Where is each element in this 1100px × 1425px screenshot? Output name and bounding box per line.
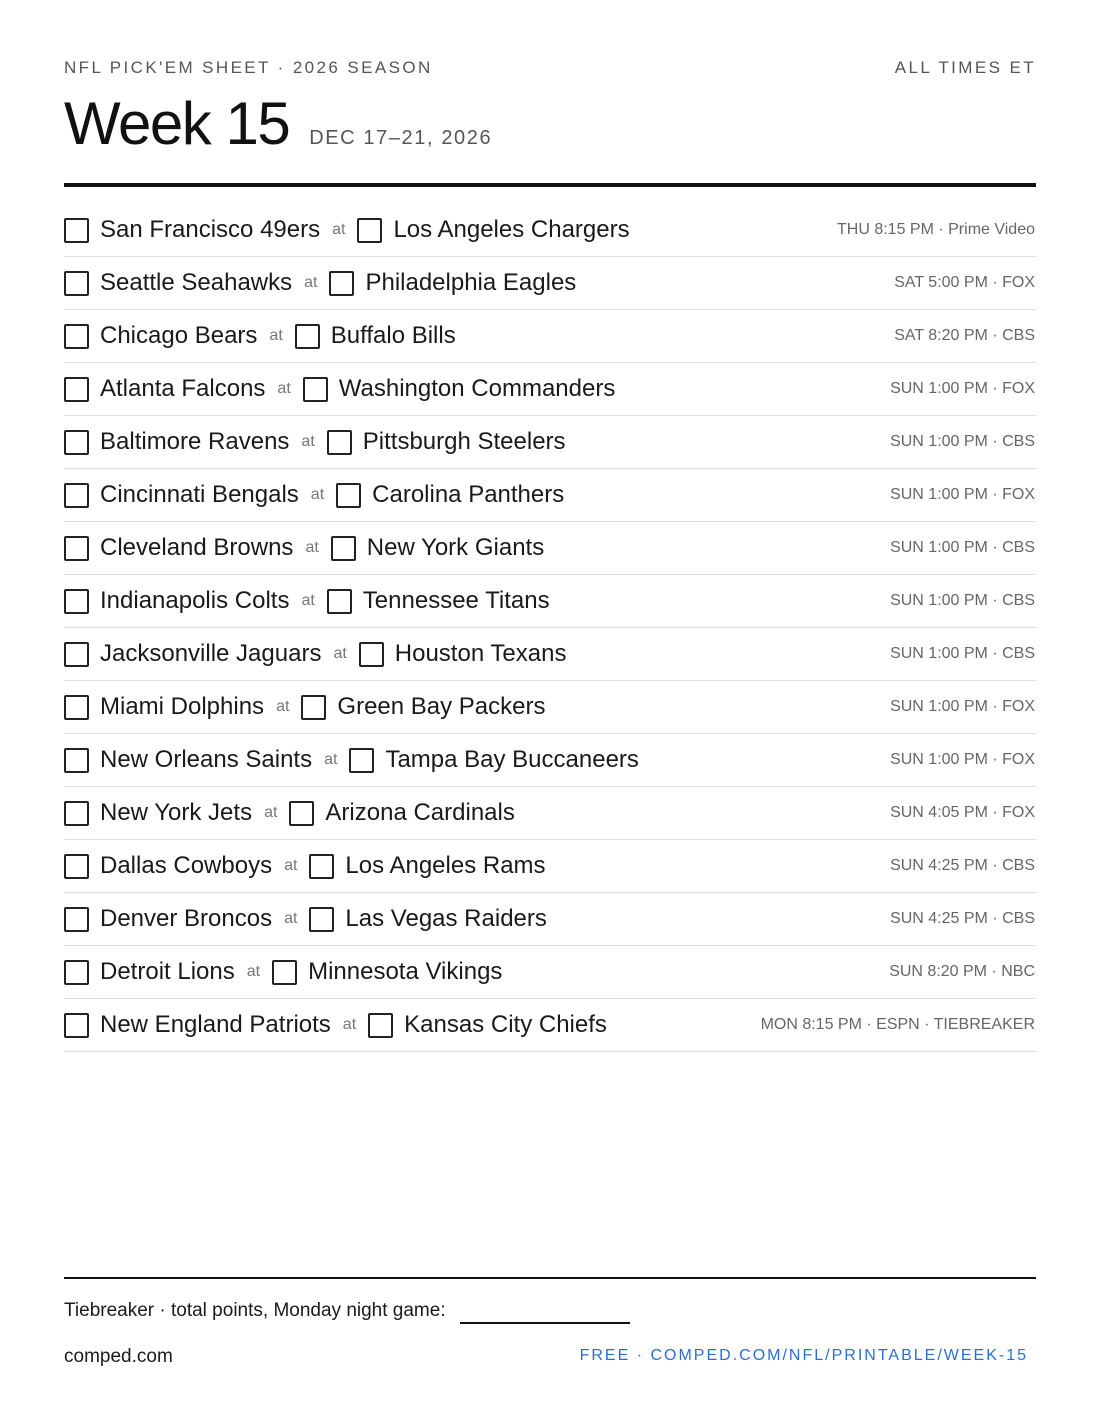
sheet-kicker: NFL PICK'EM SHEET · 2026 SEASON xyxy=(64,58,433,77)
home-team: Arizona Cardinals xyxy=(325,799,515,826)
away-pick-checkbox[interactable] xyxy=(64,695,89,720)
away-pick-checkbox[interactable] xyxy=(64,854,89,879)
game-row xyxy=(64,628,1036,681)
game-row xyxy=(64,310,1036,363)
date-range: DEC 17–21, 2026 xyxy=(309,127,493,149)
away-team: Cleveland Browns xyxy=(100,534,294,561)
home-team: Pittsburgh Steelers xyxy=(362,428,566,455)
timezone-note: ALL TIMES ET xyxy=(894,58,1036,77)
at-label: at xyxy=(284,857,298,874)
away-team: Indianapolis Colts xyxy=(100,587,290,614)
home-team: Kansas City Chiefs xyxy=(404,1011,607,1038)
away-team: Cincinnati Bengals xyxy=(100,481,299,508)
home-team: Los Angeles Rams xyxy=(345,852,546,879)
tiebreaker-row xyxy=(64,1300,630,1322)
page-title: Week 15 xyxy=(64,90,290,157)
away-pick-checkbox[interactable] xyxy=(64,748,89,773)
kickoff-info: MON 8:15 PM · ESPN · TIEBREAKER xyxy=(760,1016,1035,1033)
kickoff-info: SUN 1:00 PM · FOX xyxy=(890,751,1035,768)
home-team: Tampa Bay Buccaneers xyxy=(385,746,639,773)
kickoff-info: SUN 1:00 PM · FOX xyxy=(890,698,1035,715)
kickoff-info: SUN 8:20 PM · NBC xyxy=(889,963,1035,980)
home-team: Carolina Panthers xyxy=(372,481,565,508)
game-row xyxy=(64,204,1036,257)
away-pick-checkbox[interactable] xyxy=(64,907,89,932)
away-pick-checkbox[interactable] xyxy=(64,218,89,243)
at-label: at xyxy=(264,804,278,821)
home-pick-checkbox[interactable] xyxy=(309,907,334,932)
kickoff-info: SUN 4:05 PM · FOX xyxy=(890,804,1035,821)
away-pick-checkbox[interactable] xyxy=(64,536,89,561)
game-row xyxy=(64,999,1036,1052)
header-divider xyxy=(64,183,1036,187)
site-name: comped.com xyxy=(64,1346,173,1367)
home-pick-checkbox[interactable] xyxy=(272,960,297,985)
at-label: at xyxy=(310,486,325,503)
away-team: Denver Broncos xyxy=(100,905,273,932)
away-pick-checkbox[interactable] xyxy=(64,642,89,667)
kickoff-info: SUN 1:00 PM · FOX xyxy=(890,380,1035,397)
home-pick-checkbox[interactable] xyxy=(303,377,328,402)
at-label: at xyxy=(304,274,318,291)
away-team: Atlanta Falcons xyxy=(100,375,266,402)
game-row xyxy=(64,416,1036,469)
away-pick-checkbox[interactable] xyxy=(64,271,89,296)
home-pick-checkbox[interactable] xyxy=(336,483,361,508)
home-team: Tennessee Titans xyxy=(362,587,550,614)
away-pick-checkbox[interactable] xyxy=(64,483,89,508)
home-pick-checkbox[interactable] xyxy=(327,589,352,614)
kickoff-info: SUN 4:25 PM · CBS xyxy=(890,857,1035,874)
away-team: Baltimore Ravens xyxy=(100,428,290,455)
home-pick-checkbox[interactable] xyxy=(309,854,334,879)
at-label: at xyxy=(305,539,319,556)
away-pick-checkbox[interactable] xyxy=(64,589,89,614)
tiebreaker-input-line[interactable] xyxy=(460,1322,630,1324)
away-team: New England Patriots xyxy=(100,1011,331,1038)
home-pick-checkbox[interactable] xyxy=(331,536,356,561)
game-row xyxy=(64,257,1036,310)
game-row xyxy=(64,575,1036,628)
home-pick-checkbox[interactable] xyxy=(327,430,352,455)
home-pick-checkbox[interactable] xyxy=(359,642,384,667)
at-label: at xyxy=(277,380,291,397)
home-team: Green Bay Packers xyxy=(337,693,546,720)
at-label: at xyxy=(324,751,338,768)
kickoff-info: SUN 4:25 PM · CBS xyxy=(890,910,1035,927)
home-team: Minnesota Vikings xyxy=(308,958,503,985)
at-label: at xyxy=(269,327,283,344)
away-pick-checkbox[interactable] xyxy=(64,801,89,826)
home-pick-checkbox[interactable] xyxy=(301,695,326,720)
kickoff-info: SUN 1:00 PM · CBS xyxy=(890,592,1035,609)
away-pick-checkbox[interactable] xyxy=(64,377,89,402)
home-team: Los Angeles Chargers xyxy=(393,216,630,243)
tiebreaker-label: Tiebreaker · total points, Monday night game: xyxy=(64,1300,446,1321)
away-team: New Orleans Saints xyxy=(100,746,313,773)
home-team: Houston Texans xyxy=(394,640,567,667)
away-pick-checkbox[interactable] xyxy=(64,324,89,349)
footer-divider xyxy=(64,1277,1036,1279)
kickoff-info: SUN 1:00 PM · FOX xyxy=(890,486,1035,503)
games-list xyxy=(64,204,1036,1052)
home-team: Philadelphia Eagles xyxy=(365,269,577,296)
home-team: Buffalo Bills xyxy=(330,322,456,349)
home-team: Washington Commanders xyxy=(338,375,616,402)
game-row xyxy=(64,893,1036,946)
away-pick-checkbox[interactable] xyxy=(64,1013,89,1038)
at-label: at xyxy=(284,910,298,927)
game-row xyxy=(64,840,1036,893)
at-label: at xyxy=(332,221,346,238)
home-team: Las Vegas Raiders xyxy=(345,905,547,932)
title-row xyxy=(64,90,493,157)
game-row xyxy=(64,681,1036,734)
away-team: Chicago Bears xyxy=(100,322,258,349)
kickoff-info: SUN 1:00 PM · CBS xyxy=(890,433,1035,450)
game-row xyxy=(64,787,1036,840)
kickoff-info: SAT 5:00 PM · FOX xyxy=(894,274,1035,291)
at-label: at xyxy=(246,963,261,980)
away-team: Dallas Cowboys xyxy=(100,852,273,879)
away-team: New York Jets xyxy=(100,799,253,826)
kickoff-info: THU 8:15 PM · Prime Video xyxy=(837,221,1035,238)
away-team: Jacksonville Jaguars xyxy=(100,640,322,667)
game-row xyxy=(64,469,1036,522)
game-row xyxy=(64,522,1036,575)
at-label: at xyxy=(333,645,347,662)
at-label: at xyxy=(301,433,315,450)
away-pick-checkbox[interactable] xyxy=(64,430,89,455)
home-pick-checkbox[interactable] xyxy=(357,218,382,243)
away-team: Seattle Seahawks xyxy=(100,269,293,296)
away-team: Miami Dolphins xyxy=(100,693,265,720)
game-row xyxy=(64,363,1036,416)
at-label: at xyxy=(301,592,315,609)
printable-link[interactable]: FREE · COMPED.COM/NFL/PRINTABLE/WEEK-15 xyxy=(579,1347,1028,1364)
kickoff-info: SUN 1:00 PM · CBS xyxy=(890,645,1035,662)
kickoff-info: SAT 8:20 PM · CBS xyxy=(894,327,1035,344)
game-row xyxy=(64,946,1036,999)
at-label: at xyxy=(342,1016,357,1033)
away-team: San Francisco 49ers xyxy=(100,216,321,243)
away-pick-checkbox[interactable] xyxy=(64,960,89,985)
at-label: at xyxy=(276,698,290,715)
home-pick-checkbox[interactable] xyxy=(329,271,354,296)
home-team: New York Giants xyxy=(366,534,545,561)
home-pick-checkbox[interactable] xyxy=(368,1013,393,1038)
home-pick-checkbox[interactable] xyxy=(289,801,314,826)
kickoff-info: SUN 1:00 PM · CBS xyxy=(890,539,1035,556)
away-team: Detroit Lions xyxy=(100,958,235,985)
home-pick-checkbox[interactable] xyxy=(295,324,320,349)
home-pick-checkbox[interactable] xyxy=(349,748,374,773)
game-row xyxy=(64,734,1036,787)
